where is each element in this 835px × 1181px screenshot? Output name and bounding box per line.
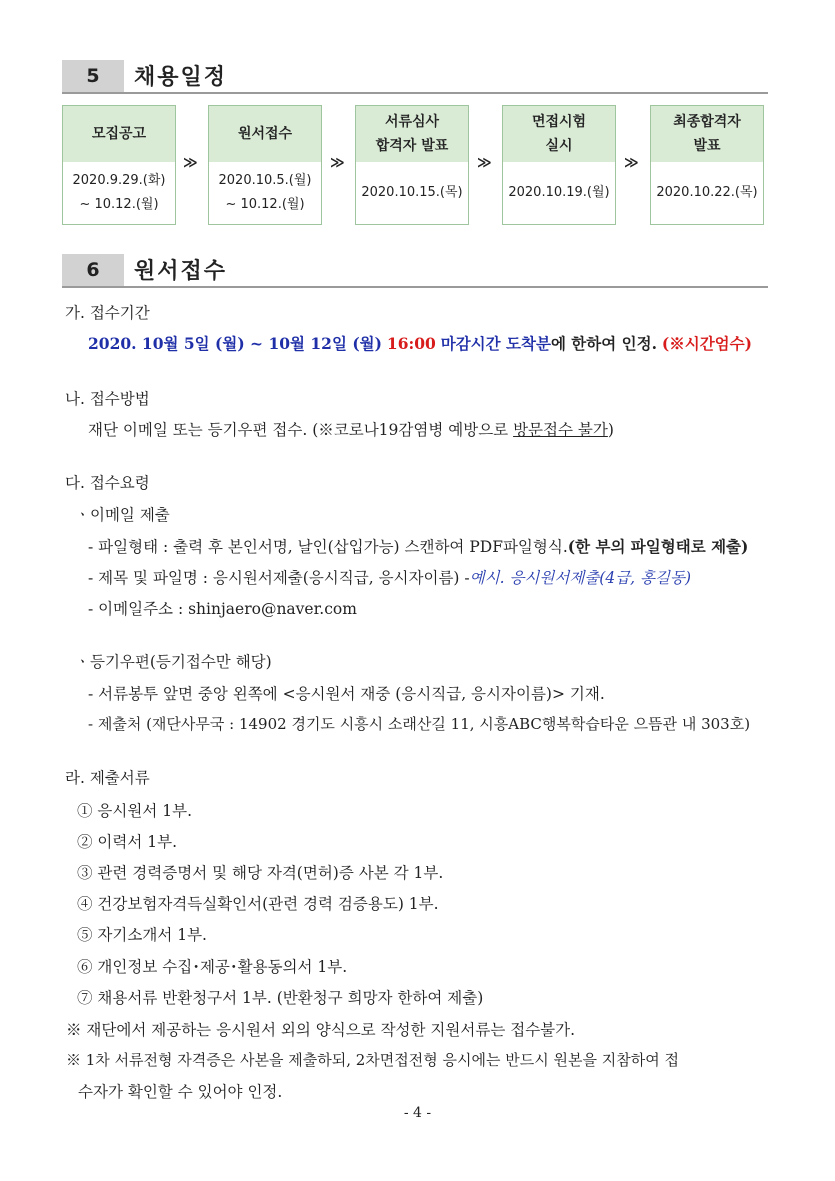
note-2-line-1: ※ 1차 서류전형 자격증은 사본을 제출하되, 2차면접전형 응시에는 반드시 원본을 지참하여 접 — [66, 1051, 679, 1069]
period-warning: (※시간엄수) — [661, 334, 752, 353]
heading-da: 다. 접수요령 — [65, 474, 150, 492]
schedule-box-document-result — [355, 105, 469, 225]
period-dates: 2020. 10월 5일 (월) ~ 10월 12일 (월) — [88, 334, 382, 353]
section-6-header — [62, 254, 768, 288]
heading-na: 나. 접수방법 — [65, 390, 150, 408]
arrow-icon: ≫ — [183, 155, 198, 171]
email-subject-example: 예시. 응시원서제출(4급, 홍길동) — [469, 569, 691, 587]
no-visit-note: 방문접수 불가 — [513, 421, 608, 439]
schedule-box-header: 최종합격자 발표 — [651, 106, 763, 162]
section-number: 6 — [62, 254, 124, 286]
schedule-box-interview — [502, 105, 616, 225]
post-title: ㆍ등기우편(등기접수만 해당) — [75, 653, 272, 671]
arrow-icon: ≫ — [477, 155, 492, 171]
period-deadline: 마감시간 도착분 — [440, 334, 551, 353]
schedule-flow — [62, 105, 768, 225]
section-title: 원서접수 — [134, 259, 228, 284]
heading-ra: 라. 제출서류 — [65, 769, 150, 787]
schedule-box-application — [208, 105, 322, 225]
period-line — [88, 332, 752, 354]
document-item: ⑦ 채용서류 반환청구서 1부. (반환청구 희망자 한하여 제출) — [77, 989, 484, 1007]
note-1: ※ 재단에서 제공하는 응시원서 외의 양식으로 작성한 지원서류는 접수불가. — [66, 1021, 576, 1039]
document-item: ② 이력서 1부. — [77, 833, 178, 851]
section-5-header — [62, 60, 768, 94]
method-line — [88, 418, 614, 440]
document-item: ① 응시원서 1부. — [77, 802, 193, 820]
schedule-box-date: 2020.10.5.(월) ~ 10.12.(월) — [218, 173, 312, 212]
schedule-box-date: 2020.10.22.(목) — [656, 185, 758, 200]
schedule-box-date: 2020.9.29.(화) ~ 10.12.(월) — [72, 173, 166, 212]
document-item: ⑤ 자기소개서 1부. — [77, 926, 207, 944]
email-format-line — [88, 535, 748, 557]
arrow-icon: ≫ — [330, 155, 345, 171]
document-item: ⑥ 개인정보 수집･제공･활용동의서 1부. — [77, 958, 348, 976]
section-underline — [62, 286, 768, 288]
section-underline — [62, 92, 768, 94]
email-subject-text: - 제목 및 파일명 : 응시원서제출(응시직급, 응시자이름) - — [88, 569, 470, 587]
post-envelope: - 서류봉투 앞면 중앙 왼쪽에 <응시원서 재중 (응시직급, 응시자이름)> 기재. — [88, 685, 605, 703]
section-title: 채용일정 — [134, 65, 228, 90]
section-number: 5 — [62, 60, 124, 92]
schedule-box-date: 2020.10.19.(월) — [508, 185, 610, 200]
email-address: - 이메일주소 : shinjaero@naver.com — [88, 600, 357, 618]
schedule-box-recruit-notice — [62, 105, 176, 225]
post-destination: - 제출처 (재단사무국 : 14902 경기도 시흥시 소래산길 11, 시흥ABC행복학습타운 으뜸관 내 303호) — [88, 715, 751, 733]
email-format-text: - 파일형태 : 출력 후 본인서명, 날인(삽입가능) 스캔하여 PDF파일형식. — [88, 538, 568, 556]
period-tail: 에 한하여 인정. — [550, 334, 657, 353]
schedule-box-date: 2020.10.15.(목) — [361, 185, 463, 200]
email-title: ㆍ이메일 제출 — [75, 506, 170, 524]
email-format-emphasis: (한 부의 파일형태로 제출) — [567, 537, 749, 556]
heading-ga: 가. 접수기간 — [65, 304, 150, 322]
document-item: ③ 관련 경력증명서 및 해당 자격(면허)증 사본 각 1부. — [77, 864, 444, 882]
schedule-box-header: 원서접수 — [209, 106, 321, 162]
schedule-box-final-result — [650, 105, 764, 225]
period-time: 16:00 — [386, 334, 436, 353]
email-subject-line — [88, 566, 691, 588]
document-item: ④ 건강보험자격득실확인서(관련 경력 검증용도) 1부. — [77, 895, 439, 913]
note-2-line-2: 수자가 확인할 수 있어야 인정. — [78, 1083, 283, 1101]
schedule-box-header: 면접시험 실시 — [503, 106, 615, 162]
arrow-icon: ≫ — [624, 155, 639, 171]
schedule-box-header: 서류심사 합격자 발표 — [356, 106, 468, 162]
schedule-box-header: 모집공고 — [63, 106, 175, 162]
method-text: 재단 이메일 또는 등기우편 접수. (※코로나19감염병 예방으로 — [88, 421, 514, 439]
method-close: ) — [607, 421, 614, 439]
page-number: - 4 - — [403, 1105, 432, 1121]
